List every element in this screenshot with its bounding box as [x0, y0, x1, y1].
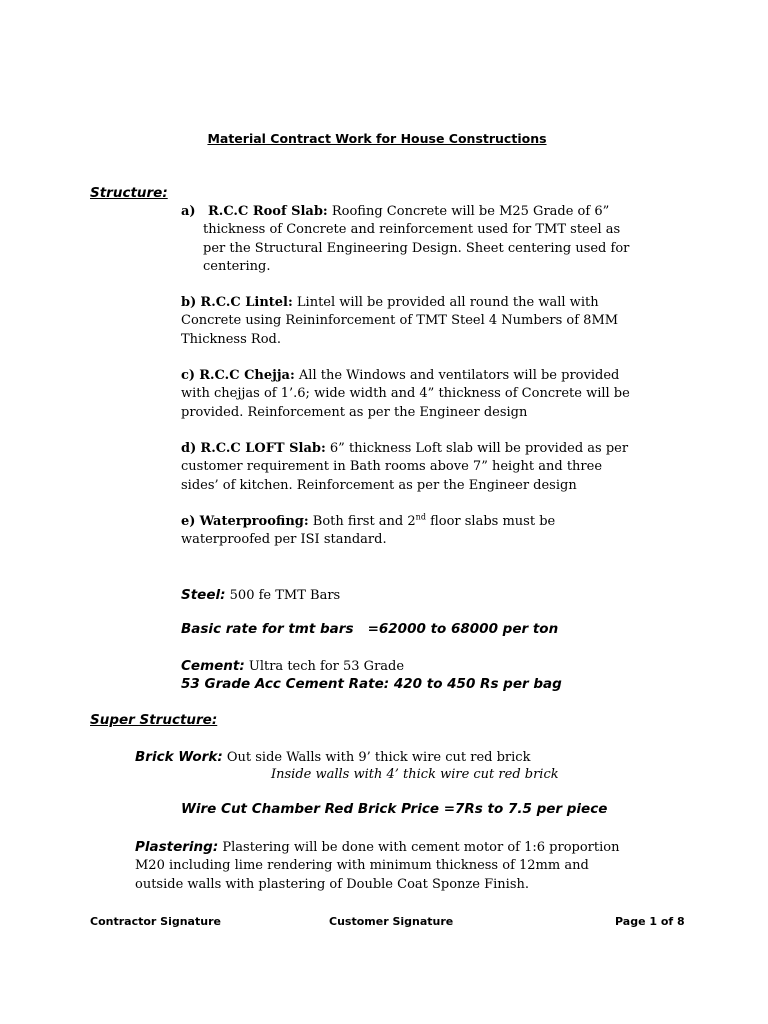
page-number: Page 1 of 8 — [615, 915, 685, 928]
item-marker: a) — [181, 204, 196, 219]
plastering-block: Plastering: Plastering will be done with cement motor of 1:6 proportion M20 including lime rendering with minimum thickness of 12mm and outside walls with plastering of Double Coat Sponze Finish. — [135, 839, 620, 892]
super-structure-heading: Super Structure: — [90, 712, 218, 728]
structure-heading: Structure: — [90, 185, 168, 201]
steel-line: Steel: 500 fe TMT Bars — [181, 587, 341, 603]
brick-work-line: Brick Work: Out side Walls with 9’ thick wire cut red brick — [135, 749, 531, 765]
list-item-loft-slab: d) R.C.C LOFT Slab: 6” thickness Loft slab will be provided as per customer requirement in Bath rooms above 7” height and three sides’ of kitchen. Reinforcement as per the Engineer design — [181, 441, 629, 493]
list-item-roof-slab: a) R.C.C Roof Slab: Roofing Concrete will be M25 Grade of 6” thickness of Concrete and reinforcement used for TMT steel as per the Structural Engineering Design. Sheet centering used for centering. — [181, 204, 630, 274]
cement-rate: 53 Grade Acc Cement Rate: 420 to 450 Rs per bag — [181, 676, 562, 692]
basic-rate: Basic rate for tmt bars =62000 to 68000 per ton — [181, 621, 559, 637]
item-label: R.C.C Roof Slab: — [207, 204, 328, 219]
document-title: Material Contract Work for House Constructions — [207, 131, 547, 146]
list-item-chejja: c) R.C.C Chejja: All the Windows and ventilators will be provided with chejjas of 1’.6; wide width and 4” thickness of Concrete will be provided. Reinforcement as per the Engineer design — [181, 368, 630, 420]
list-item-lintel: b) R.C.C Lintel: Lintel will be provided all round the wall with Concrete using Reininforcement of TMT Steel 4 Numbers of 8MM Thickness Rod. — [181, 295, 619, 347]
list-item-waterproofing: e) Waterproofing: Both first and 2nd floor slabs must be waterproofed per ISI standard. — [181, 512, 556, 548]
customer-signature: Customer Signature — [329, 915, 454, 928]
cement-line: Cement: Ultra tech for 53 Grade — [181, 658, 405, 674]
contractor-signature: Contractor Signature — [90, 915, 221, 928]
brick-inside-line: Inside walls with 4’ thick wire cut red brick — [271, 767, 559, 782]
brick-price: Wire Cut Chamber Red Brick Price =7Rs to 7.5 per piece — [181, 801, 608, 817]
